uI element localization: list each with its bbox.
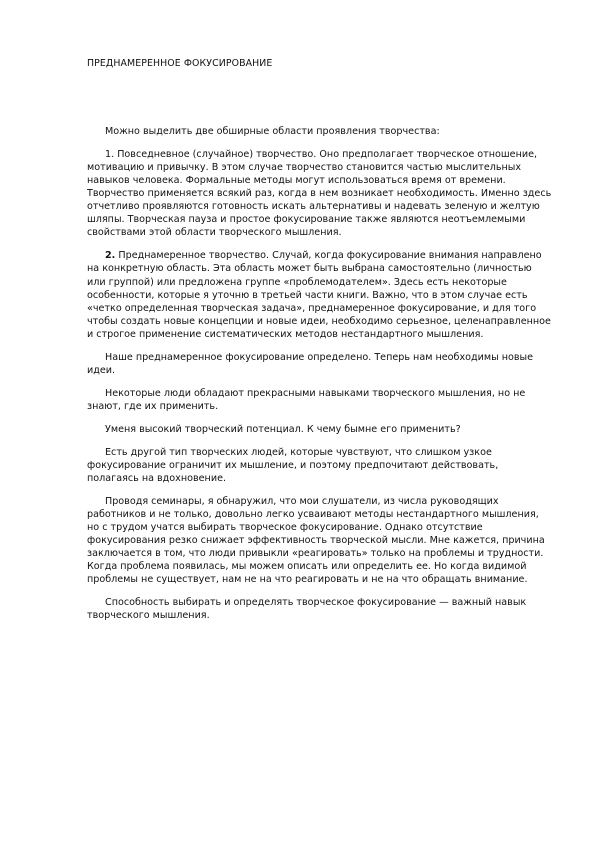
paragraph-quote: Уменя высокий творческий потенциал. К чему бымне его применить? bbox=[105, 423, 461, 435]
paragraph-focus-defined: Наше преднамеренное фокусирование определено. Теперь нам необходимы новые идеи. bbox=[87, 351, 534, 376]
paragraph-conclusion: Способность выбирать и определять творческое фокусирование — важный навык творческого мышления. bbox=[87, 597, 527, 622]
paragraph-seminars: Проводя семинары, я обнаружил, что мои слушатели, из числа руководящих работников и не только, довольно легко усваивают методы нестандартного мышления, но с трудом учатся выбирать творческое фокусирование. Однако отсутствие фокусирования резко снижает эффективность творческой мысли. Мне кажется, причина заключается в том, что люди привыкли «реагировать» только на проблемы и трудности. Когда проблема появилась, мы можем описать или определить ее. Но когда видимой проблемы не существует, нам не на что реагировать и не на что обращать внимание. bbox=[87, 495, 545, 586]
paragraph-number: 2. bbox=[105, 250, 116, 262]
paragraph-inspiration: Есть другой тип творческих людей, которые чувствуют, что слишком узкое фокусирование ограничит их мышление, и поэтому предпочитают действовать, полагаясь на вдохновение. bbox=[87, 446, 499, 484]
paragraph-intro: Можно выделить две обширные области проявления творчества: bbox=[105, 126, 440, 137]
paragraph-everyday-creativity: 1. Повседневное (случайное) творчество. Оно предполагает творческое отношение, мотивацию и привычку. В этом случае творчество становится частью мыслительных навыков человека. Формальные методы могут использоваться время от времени. Творчество применяется всякий раз, когда в нем возникает необходимость. Именно здесь отчетливо проявляются готовность искать альтернативы и надевать зеленую и желтую шляпы. Творческая пауза и простое фокусирование также являются неотъемлемыми свойствами этой области творческого мышления. bbox=[87, 148, 552, 239]
paragraph-deliberate-creativity bbox=[87, 249, 553, 341]
document-body bbox=[87, 125, 553, 632]
paragraph-deliberate-creativity-text: Преднамеренное творчество. Случай, когда фокусирование внимания направлено на конкретную область. Эта область может быть выбрана самостоятельно (личностью или группой) или предложена группе «проблемодателем». Здесь есть некоторые особенности, которые я уточню в третьей части книги. Важно, что в этом случае есть «четко определенная творческая задача», преднамеренное фокусирование, и для того чтобы создать новые концепции и новые идеи, необходимо серьезное, целенаправленное и строгое применение систематических методов нестандартного мышления. bbox=[87, 250, 551, 340]
paragraph-skilled-people: Некоторые люди обладают прекрасными навыками творческого мышления, но не знают, где их применить. bbox=[87, 387, 526, 412]
document-title: ПРЕДНАМЕРЕННОЕ ФОКУСИРОВАНИЕ bbox=[87, 58, 273, 69]
